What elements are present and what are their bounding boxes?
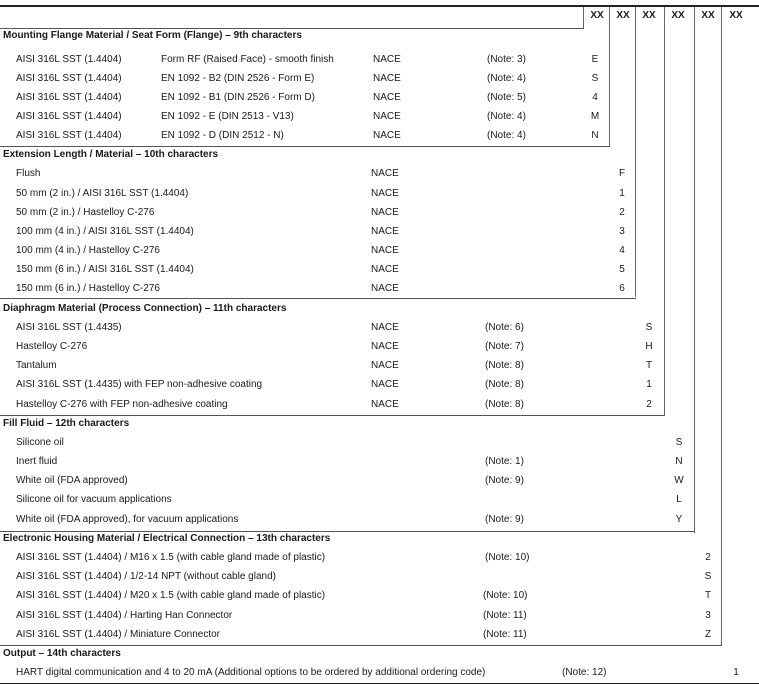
row-text: Silicone oil: [16, 437, 64, 448]
row-nace: NACE: [371, 207, 399, 218]
column-header-14: XX: [729, 10, 743, 21]
column-rule: [635, 7, 636, 297]
row-text: White oil (FDA approved), for vacuum applications: [16, 514, 239, 525]
row-text: White oil (FDA approved): [16, 475, 128, 486]
section-rule: [0, 531, 695, 532]
column-rule: [664, 7, 665, 416]
row-text: 50 mm (2 in.) / Hastelloy C-276: [16, 207, 155, 218]
row-note: (Note: 10): [483, 590, 528, 601]
section-title-diaphragm: Diaphragm Material (Process Connection) – 11th characters: [3, 303, 287, 314]
row-nace: NACE: [371, 341, 399, 352]
section-title-output: Output – 14th characters: [3, 648, 121, 659]
row-note: (Note: 9): [485, 475, 524, 486]
row-code: H: [645, 341, 653, 352]
row-text: Inert fluid: [16, 456, 58, 467]
row-nace: NACE: [373, 54, 401, 65]
row-text: AISI 316L SST (1.4404) / M20 x 1.5 (with cable gland made of plastic): [16, 590, 326, 601]
row-material: AISI 316L SST (1.4404): [16, 111, 122, 122]
row-nace: NACE: [371, 168, 399, 179]
row-code: Z: [704, 629, 712, 640]
row-note: (Note: 8): [485, 379, 524, 390]
row-code: 1: [646, 379, 652, 390]
row-note: (Note: 6): [485, 322, 524, 333]
row-nace: NACE: [373, 73, 401, 84]
column-rule: [583, 7, 584, 28]
row-text: HART digital communication and 4 to 20 mA (Additional options to be ordered by additional ordering code): [16, 667, 486, 678]
row-code: S: [645, 322, 653, 333]
row-nace: NACE: [373, 92, 401, 103]
row-nace: NACE: [371, 188, 399, 199]
row-nace: NACE: [373, 130, 401, 141]
row-note: (Note: 5): [487, 92, 526, 103]
row-nace: NACE: [371, 399, 399, 410]
row-note: (Note: 7): [485, 341, 524, 352]
row-code: 4: [592, 92, 598, 103]
row-nace: NACE: [371, 379, 399, 390]
section-rule: [0, 28, 584, 29]
row-form: EN 1092 - E (DIN 2513 - V13): [161, 111, 294, 122]
column-header-13: XX: [701, 10, 715, 21]
row-material: AISI 316L SST (1.4404): [16, 130, 122, 141]
row-text: Flush: [16, 168, 41, 179]
section-title-flange: Mounting Flange Material / Seat Form (Flange) – 9th characters: [3, 30, 302, 41]
row-note: (Note: 4): [487, 130, 526, 141]
row-note: (Note: 10): [485, 552, 530, 563]
column-header-12: XX: [671, 10, 685, 21]
row-text: Silicone oil for vacuum applications: [16, 494, 172, 505]
row-nace: NACE: [371, 264, 399, 275]
row-text: AISI 316L SST (1.4404) / Miniature Connector: [16, 629, 220, 640]
column-header-11: XX: [642, 10, 656, 21]
row-text: 150 mm (6 in.) / Hastelloy C-276: [16, 283, 160, 294]
row-note: (Note: 3): [487, 54, 526, 65]
row-note: (Note: 9): [485, 514, 524, 525]
row-code: M: [590, 111, 600, 122]
row-nace: NACE: [371, 245, 399, 256]
table-bottom-rule: [0, 683, 759, 684]
column-header-9: XX: [590, 10, 604, 21]
row-note: (Note: 4): [487, 111, 526, 122]
row-note: (Note: 8): [485, 360, 524, 371]
row-material: AISI 316L SST (1.4404): [16, 92, 122, 103]
section-rule: [0, 415, 665, 416]
row-text: AISI 316L SST (1.4435): [16, 322, 122, 333]
row-text: 100 mm (4 in.) / Hastelloy C-276: [16, 245, 160, 256]
row-code: T: [704, 590, 712, 601]
row-code: 2: [705, 552, 711, 563]
row-form: Form RF (Raised Face) - smooth finish: [161, 54, 334, 65]
row-code: F: [618, 168, 626, 179]
row-code: 1: [619, 188, 625, 199]
row-text: AISI 316L SST (1.4404) / M16 x 1.5 (with cable gland made of plastic): [16, 552, 326, 563]
row-code: T: [645, 360, 653, 371]
row-code: N: [675, 456, 683, 467]
row-form: EN 1092 - B2 (DIN 2526 - Form E): [161, 73, 315, 84]
row-text: Hastelloy C-276 with FEP non-adhesive coating: [16, 399, 228, 410]
row-code: S: [704, 571, 712, 582]
row-code: L: [676, 494, 682, 505]
section-rule: [0, 146, 610, 147]
row-text: AISI 316L SST (1.4404) / Harting Han Connector: [16, 610, 233, 621]
row-code: 3: [705, 610, 711, 621]
row-form: EN 1092 - B1 (DIN 2526 - Form D): [161, 92, 315, 103]
row-text: 150 mm (6 in.) / AISI 316L SST (1.4404): [16, 264, 194, 275]
row-code: S: [675, 437, 683, 448]
row-code: 2: [646, 399, 652, 410]
row-code: E: [591, 54, 599, 65]
row-code: 4: [619, 245, 625, 256]
row-note: (Note: 8): [485, 399, 524, 410]
row-material: AISI 316L SST (1.4404): [16, 73, 122, 84]
row-nace: NACE: [371, 226, 399, 237]
row-code: S: [591, 73, 599, 84]
row-note: (Note: 1): [485, 456, 524, 467]
row-text: AISI 316L SST (1.4435) with FEP non-adhesive coating: [16, 379, 263, 390]
row-text: Hastelloy C-276: [16, 341, 88, 352]
row-code: 6: [619, 283, 625, 294]
table-top-rule: [0, 5, 759, 7]
section-title-housing: Electronic Housing Material / Electrical Connection – 13th characters: [3, 533, 331, 544]
section-title-extension: Extension Length / Material – 10th characters: [3, 149, 219, 160]
row-nace: NACE: [373, 111, 401, 122]
row-note: (Note: 11): [483, 610, 527, 621]
column-rule: [609, 7, 610, 146]
row-code: 2: [619, 207, 625, 218]
row-code: N: [591, 130, 599, 141]
row-code: 3: [619, 226, 625, 237]
row-code: Y: [675, 514, 683, 525]
row-code: W: [674, 475, 684, 486]
row-note: (Note: 11): [483, 629, 527, 640]
column-rule: [721, 7, 722, 645]
row-nace: NACE: [371, 360, 399, 371]
section-rule: [0, 645, 722, 646]
row-form: EN 1092 - D (DIN 2512 - N): [161, 130, 284, 141]
row-text: AISI 316L SST (1.4404) / 1/2-14 NPT (without cable gland): [16, 571, 276, 582]
row-nace: NACE: [371, 283, 399, 294]
row-text: 100 mm (4 in.) / AISI 316L SST (1.4404): [16, 226, 194, 237]
row-text: 50 mm (2 in.) / AISI 316L SST (1.4404): [16, 188, 189, 199]
row-material: AISI 316L SST (1.4404): [16, 54, 122, 65]
row-nace: NACE: [371, 322, 399, 333]
section-rule: [0, 298, 636, 299]
row-code: 1: [733, 667, 739, 678]
column-header-10: XX: [616, 10, 630, 21]
row-code: 5: [619, 264, 625, 275]
column-rule: [694, 7, 695, 533]
row-text: Tantalum: [16, 360, 57, 371]
section-title-fill-fluid: Fill Fluid – 12th characters: [3, 418, 130, 429]
row-note: (Note: 4): [487, 73, 526, 84]
row-note: (Note: 12): [562, 667, 607, 678]
